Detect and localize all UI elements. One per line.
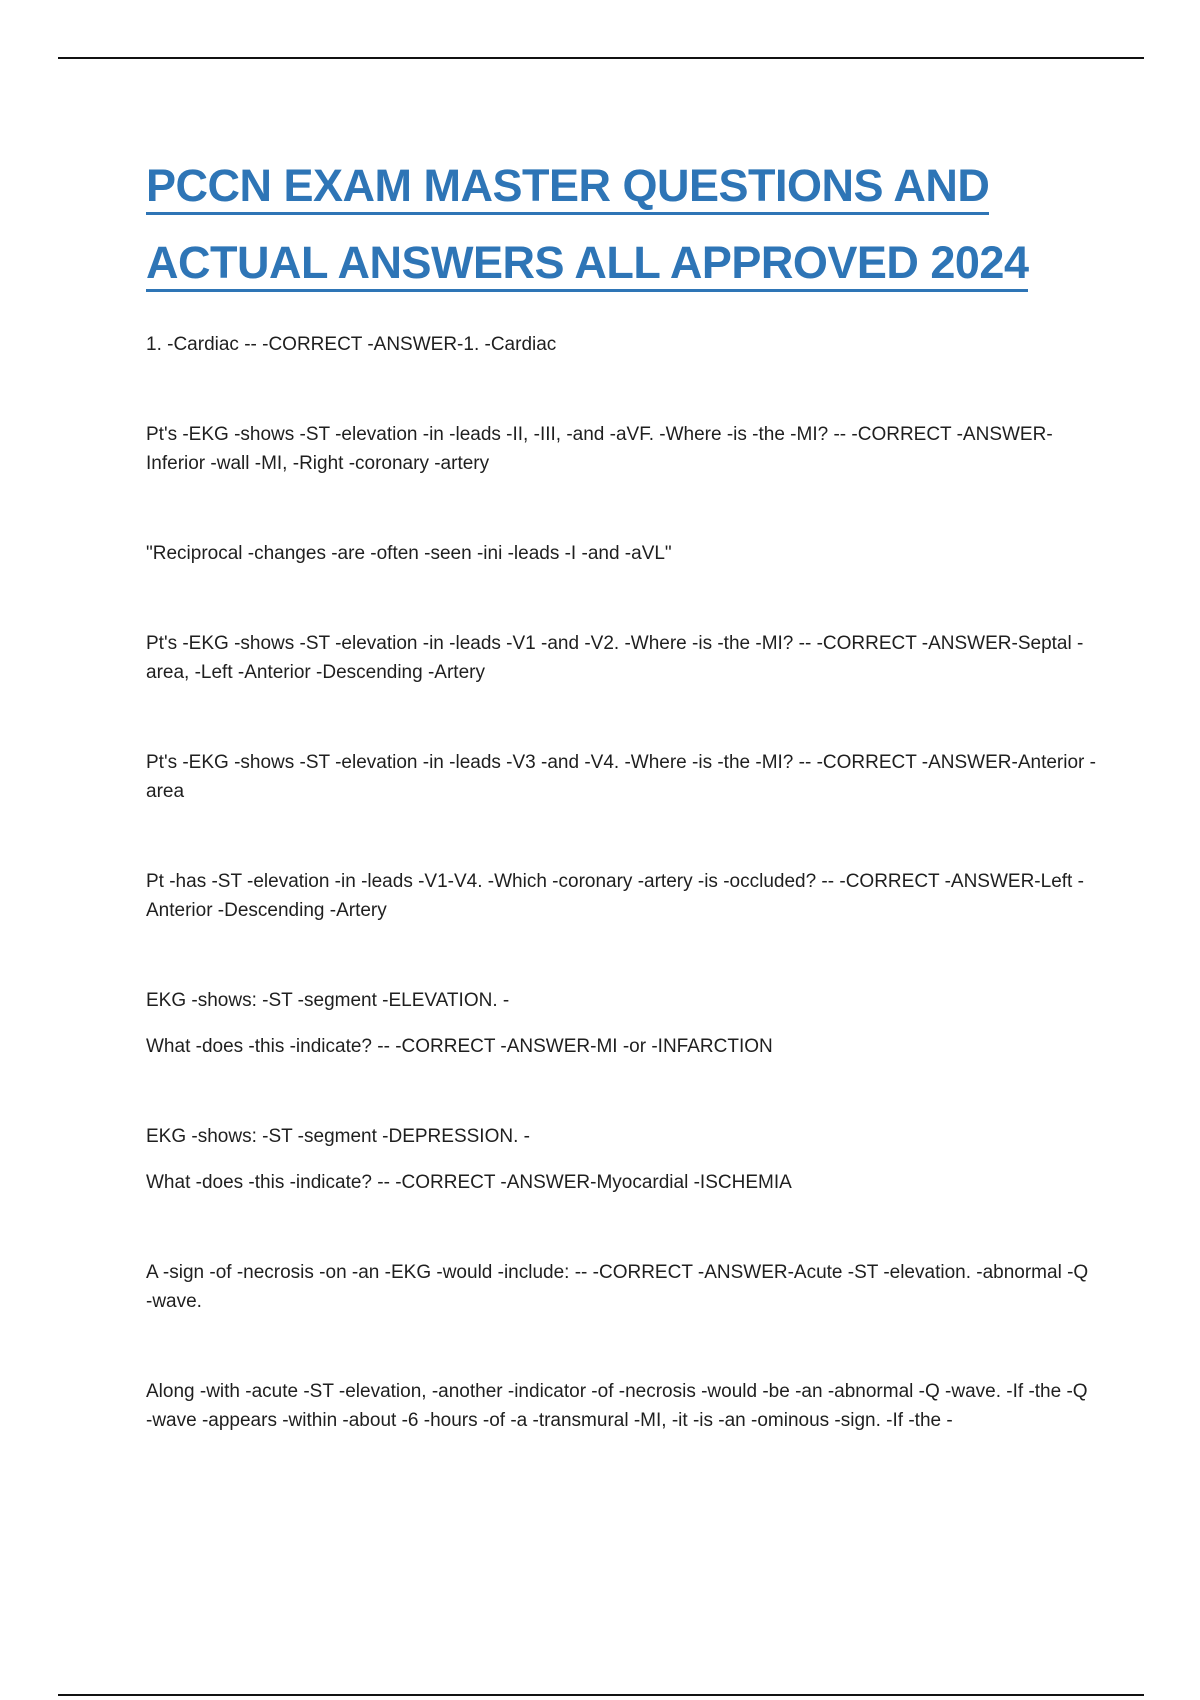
qa-entry-2: Pt's -EKG -shows -ST -elevation -in -leads -II, -III, -and -aVF. -Where -is -the -MI? -- -CORRECT -ANSWER-Inferior -wall -MI, -Right -coronary -artery: [146, 424, 1053, 474]
top-rule: [58, 57, 1144, 59]
qa-explanation: Along -with -acute -ST -elevation, -another -indicator -of -necrosis -would -be -an -abnormal -Q -wave. -If -the -Q -wave -appears -within -about -6 -hours -of -a -transmural -MI, -it -is -an -ominous -sign. -If -the -: [146, 1381, 1088, 1431]
qa-entry-3: Pt's -EKG -shows -ST -elevation -in -leads -V1 -and -V2. -Where -is -the -MI? -- -CORRECT -ANSWER-Septal -area, -Left -Anterior -Descending -Artery: [146, 633, 1084, 683]
qa-entry-6-question: EKG -shows: -ST -segment -ELEVATION. -: [146, 990, 510, 1011]
qa-entry-1: 1. -Cardiac -- -CORRECT -ANSWER-1. -Cardiac: [146, 334, 557, 355]
document-title: [146, 152, 1096, 306]
document-body: [146, 152, 1096, 1435]
qa-entry-7-question: EKG -shows: -ST -segment -DEPRESSION. -: [146, 1126, 530, 1147]
qa-entry-6-answer: What -does -this -indicate? -- -CORRECT -ANSWER-MI -or -INFARCTION: [146, 1036, 773, 1057]
qa-entry-8: A -sign -of -necrosis -on -an -EKG -would -include: -- -CORRECT -ANSWER-Acute -ST -elevation. -abnormal -Q -wave.: [146, 1262, 1089, 1312]
qa-note-reciprocal: "Reciprocal -changes -are -often -seen -ini -leads -I -and -aVL": [146, 543, 672, 564]
qa-entry-5: Pt -has -ST -elevation -in -leads -V1-V4. -Which -coronary -artery -is -occluded? -- -CORRECT -ANSWER-Left -Anterior -Descending -Artery: [146, 871, 1084, 921]
qa-entry-4: Pt's -EKG -shows -ST -elevation -in -leads -V3 -and -V4. -Where -is -the -MI? -- -CORRECT -ANSWER-Anterior -area: [146, 752, 1096, 802]
qa-entry-7-answer: What -does -this -indicate? -- -CORRECT -ANSWER-Myocardial -ISCHEMIA: [146, 1172, 792, 1193]
title-line-2: ACTUAL ANSWERS ALL APPROVED 2024: [146, 237, 1028, 292]
title-line-1: PCCN EXAM MASTER QUESTIONS AND: [146, 160, 989, 215]
bottom-rule: [58, 1694, 1144, 1696]
